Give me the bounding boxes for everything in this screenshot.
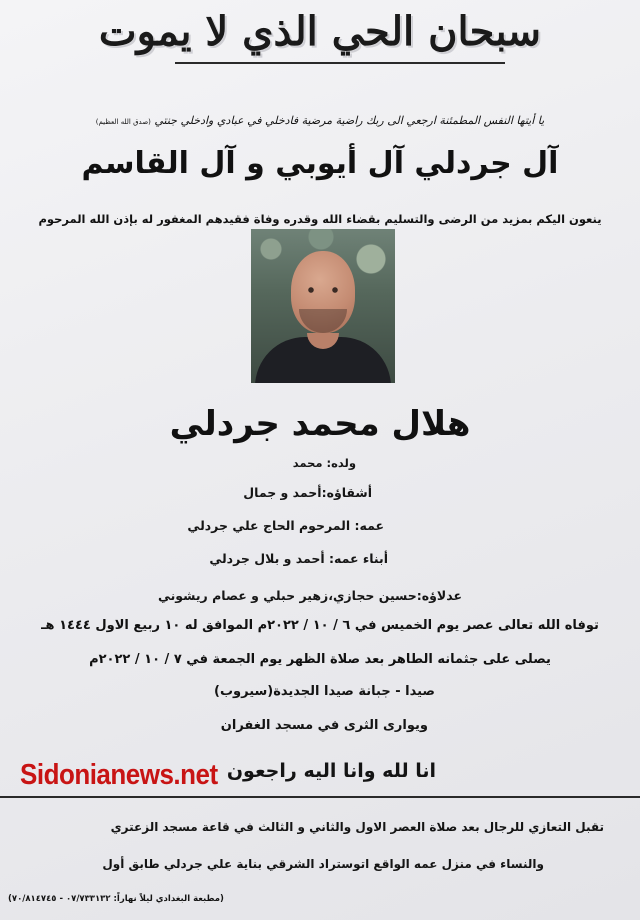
cemetery-location: صيدا - جبانة صيدا الجديدة(سيروب) — [214, 684, 435, 699]
printer-credit: (مطبعة البغدادي ليلاً نهاراً: ٠٧/٧٣٣١٣٢ - ٧٠/٨١٤٧٤٥) — [8, 894, 224, 904]
relative-son: ولده: محمد — [292, 456, 356, 470]
quran-verse — [0, 114, 640, 127]
death-notice: توفاه الله تعالى عصر يوم الخميس في ٦ / ١٠ / ٢٠٢٢م الموافق له ١٠ ربيع الاول ١٤٤٤ هـ — [41, 618, 599, 633]
quran-verse-text: يا أيتها النفس المطمئنة ارجعي الى ربك راضية مرضية فادخلي في عبادي وادخلي جنتي — [154, 114, 545, 127]
calligraphy-header: سبحان الحي الذي لا يموت — [98, 8, 542, 55]
quran-verse-note: (صدق الله العظيم) — [95, 118, 151, 126]
burial-location: ويوارى الثرى في مسجد الغفران — [220, 718, 428, 733]
section-divider — [0, 796, 640, 798]
deceased-name: هلال محمد جردلي — [169, 404, 471, 444]
deceased-photo — [251, 229, 395, 383]
quran-phrase: انا لله وانا اليه راجعون — [226, 760, 436, 782]
condolences-men: تقبل التعازي للرجال بعد صلاة العصر الاول والثاني و الثالث في قاعة مسجد الزعتري — [110, 820, 604, 834]
relative-uncle: عمه: المرحوم الحاج علي جردلي — [187, 518, 384, 533]
announcement-intro: ينعون اليكم بمزيد من الرضى والتسليم بقضاء الله وقدره وفاة فقيدهم المغفور له بإذن الله المرحوم — [38, 212, 602, 226]
families-title: آل جردلي آل أيوبي و آل القاسم — [81, 146, 559, 181]
relative-in-laws: عدلاؤه:حسين حجازي،زهير حبلي و عصام ريشوني — [157, 588, 462, 603]
condolences-women: والنساء في منزل عمه الواقع اتوستراد الشرقي بناية علي جردلي طابق أول — [102, 857, 544, 871]
calligraphy-underline — [175, 62, 505, 64]
funeral-prayer: يصلى على جثمانه الطاهر بعد صلاة الظهر يوم الجمعة في ٧ / ١٠ / ٢٠٢٢م — [89, 652, 551, 667]
relative-brothers: أشقاؤه:أحمد و جمال — [243, 485, 372, 500]
photo-eyes — [305, 287, 341, 293]
relative-cousins: أبناء عمه: أحمد و بلال جردلي — [209, 551, 388, 566]
site-watermark: Sidonianews.net — [20, 757, 218, 791]
